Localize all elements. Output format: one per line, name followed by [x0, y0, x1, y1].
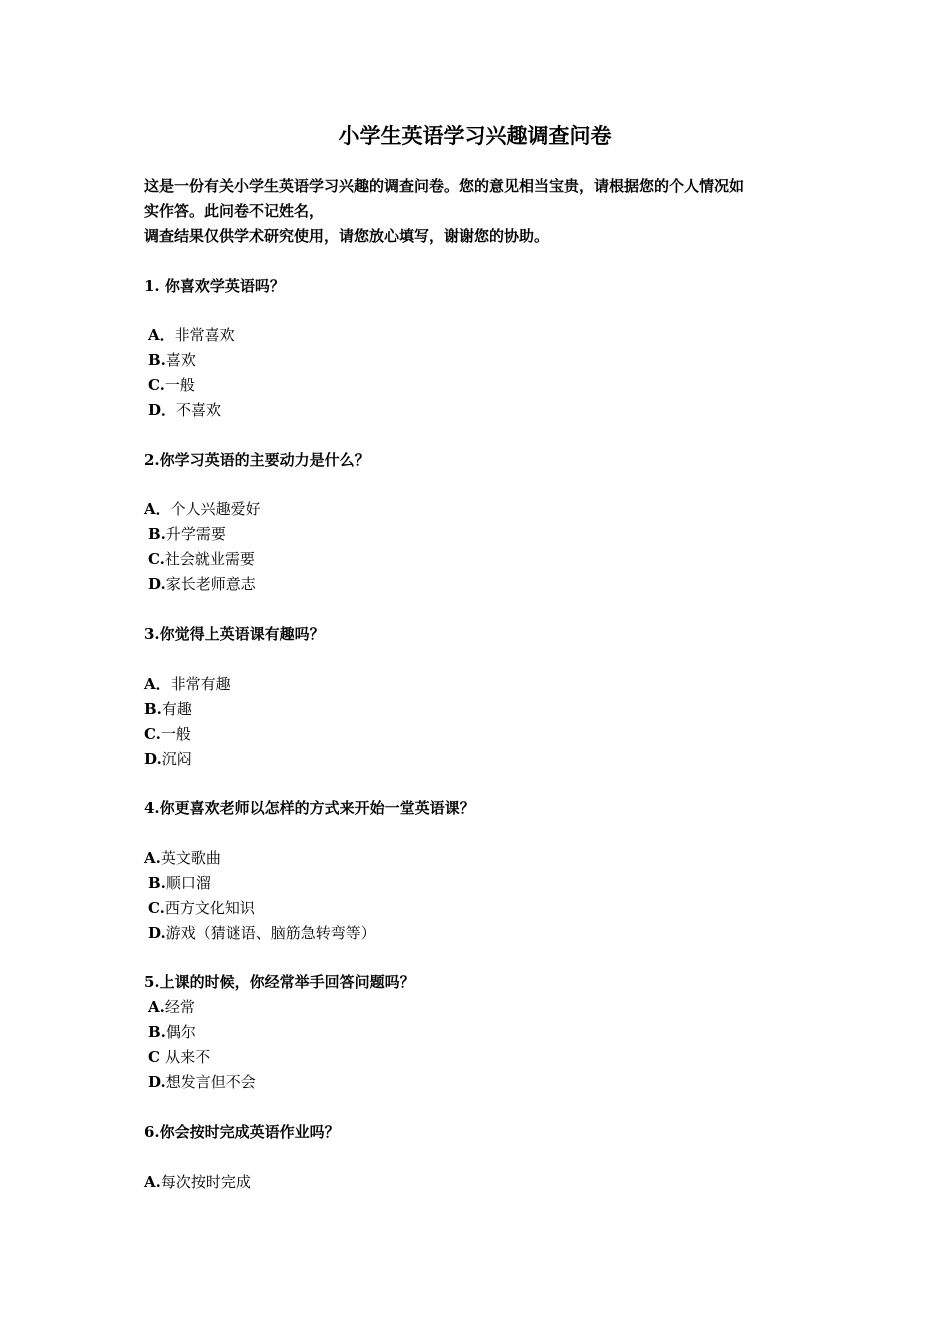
q4-option-d[interactable]: [148, 921, 376, 945]
option-text: 偶尔: [165, 1023, 196, 1041]
option-text: 游戏（猜谜语、脑筋急转弯等）: [165, 924, 376, 942]
q5-option-a[interactable]: [148, 995, 195, 1019]
option-text: 一般: [164, 376, 195, 394]
q5-option-d[interactable]: [148, 1070, 256, 1094]
option-letter: A.: [148, 998, 165, 1016]
option-text: 英文歌曲: [160, 849, 221, 867]
option-letter: D．: [148, 401, 177, 419]
question-5: 5.上课的时候，你经常举手回答问题吗？: [144, 973, 415, 991]
option-text: 喜欢: [165, 351, 196, 369]
q6-option-a[interactable]: [144, 1170, 251, 1194]
q3-option-a[interactable]: [144, 672, 231, 696]
q2-option-a[interactable]: [144, 497, 261, 521]
option-letter: D.: [148, 575, 166, 593]
q4-option-c[interactable]: [148, 896, 255, 920]
option-text: 不喜欢: [176, 401, 222, 419]
q3-option-c[interactable]: [144, 722, 191, 746]
option-letter: D.: [148, 1073, 166, 1091]
option-letter: A．: [144, 500, 171, 518]
option-letter: D.: [144, 750, 162, 768]
option-text: 升学需要: [165, 525, 226, 543]
q3-option-b[interactable]: [144, 697, 192, 721]
q4-option-b[interactable]: [148, 871, 211, 895]
question-6: 6.你会按时完成英语作业吗？: [144, 1123, 340, 1141]
q2-option-b[interactable]: [148, 522, 226, 546]
option-letter: A.: [144, 849, 161, 867]
option-letter: B.: [148, 525, 166, 543]
option-letter: A．: [144, 675, 171, 693]
q5-option-c[interactable]: [148, 1045, 210, 1069]
option-text: 沉闷: [161, 750, 192, 768]
option-text: 每次按时完成: [160, 1173, 251, 1191]
option-letter: D.: [148, 924, 166, 942]
option-text: 有趣: [161, 700, 192, 718]
option-text: 个人兴趣爱好: [170, 500, 261, 518]
q4-option-a[interactable]: [144, 846, 221, 870]
q1-option-b[interactable]: [148, 348, 196, 372]
q3-option-d[interactable]: [144, 747, 192, 771]
question-4: 4.你更喜欢老师以怎样的方式来开始一堂英语课？: [144, 799, 475, 817]
q2-option-d[interactable]: [148, 572, 256, 596]
option-text: 非常有趣: [170, 675, 231, 693]
q1-option-c[interactable]: [148, 373, 195, 397]
option-letter: B.: [144, 700, 162, 718]
option-letter: B.: [148, 874, 166, 892]
option-letter: A．: [148, 326, 175, 344]
option-text: 经常: [164, 998, 195, 1016]
q1-option-d[interactable]: [148, 398, 221, 422]
question-1: 1. 你喜欢学英语吗？: [144, 277, 285, 295]
intro-line-1: 这是一份有关小学生英语学习兴趣的调查问卷。您的意见相当宝贵，请根据您的个人情况如: [144, 177, 745, 195]
option-letter: C.: [148, 899, 165, 917]
q5-option-b[interactable]: [148, 1020, 196, 1044]
question-2: 2.你学习英语的主要动力是什么？: [144, 451, 370, 469]
option-text: 一般: [160, 725, 191, 743]
q2-option-c[interactable]: [148, 547, 255, 571]
option-letter: C.: [148, 550, 165, 568]
question-3: 3.你觉得上英语课有趣吗？: [144, 625, 325, 643]
option-text: 想发言但不会: [165, 1073, 256, 1091]
option-text: 非常喜欢: [174, 326, 235, 344]
intro-line-2: 实作答。此问卷不记姓名，: [144, 202, 325, 220]
option-letter: B.: [148, 1023, 166, 1041]
intro-line-3: 调查结果仅供学术研究使用，请您放心填写，谢谢您的协助。: [144, 227, 550, 245]
option-text: 西方文化知识: [164, 899, 255, 917]
option-text: 家长老师意志: [165, 575, 256, 593]
option-text: 从来不: [165, 1048, 211, 1066]
option-letter: A.: [144, 1173, 161, 1191]
option-letter: B.: [148, 351, 166, 369]
option-letter: C.: [144, 725, 161, 743]
option-text: 顺口溜: [165, 874, 211, 892]
option-letter: C: [148, 1048, 166, 1066]
page-title: 小学生英语学习兴趣调查问卷: [338, 123, 612, 148]
option-letter: C.: [148, 376, 165, 394]
option-text: 社会就业需要: [164, 550, 255, 568]
q1-option-a[interactable]: [148, 323, 235, 347]
